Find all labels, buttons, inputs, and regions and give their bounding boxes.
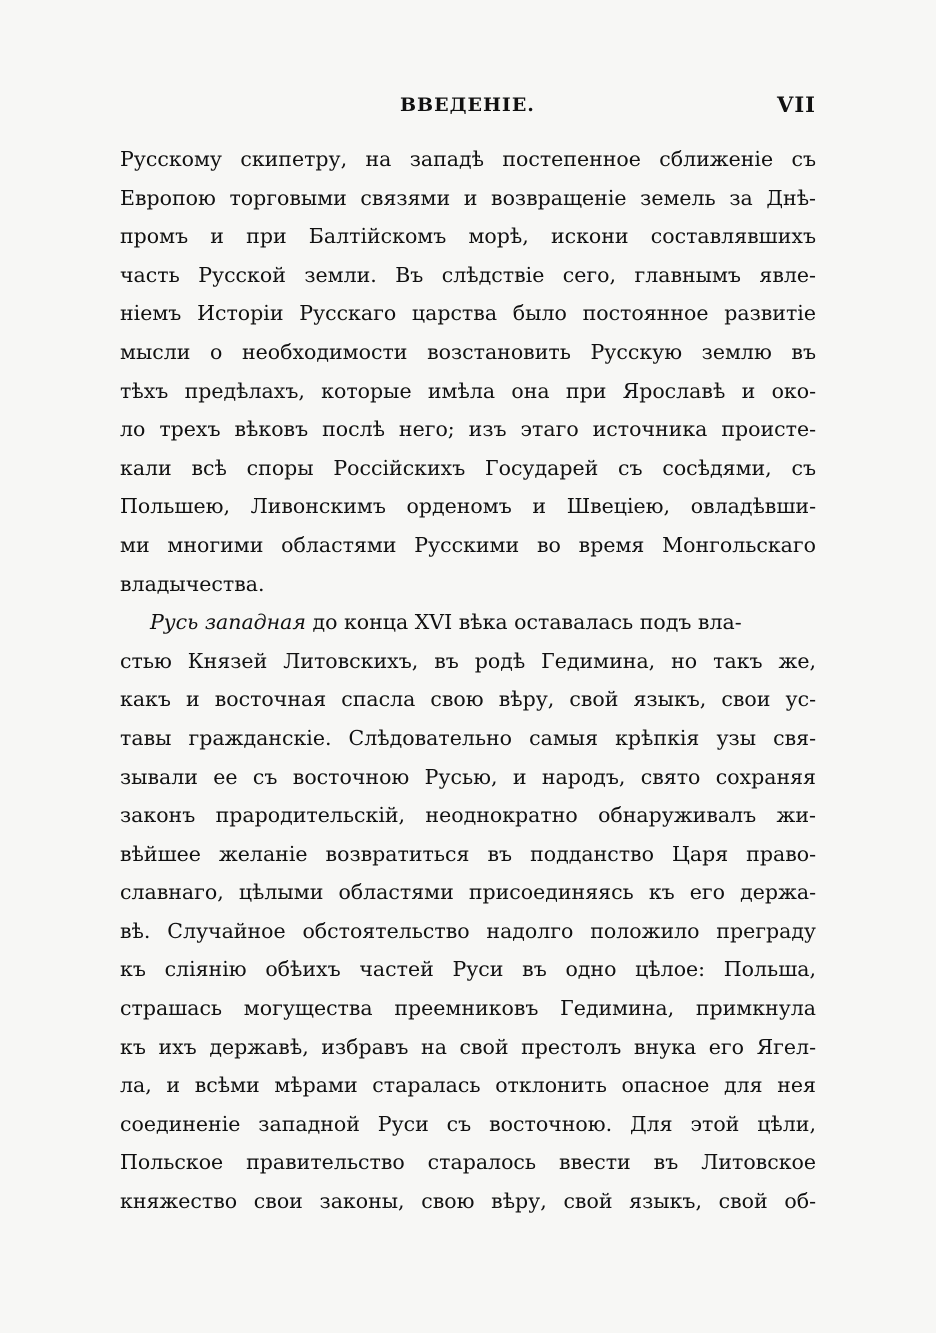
text-line: владычества. — [120, 571, 265, 596]
italic-term: Русь западная — [150, 610, 306, 635]
text-line: ми многими областями Русскими во время Монгольскаго — [120, 532, 816, 557]
text-line: мысли о необходимости возстановить Русскую землю въ — [120, 339, 816, 364]
text-line: страшась могущества преемниковъ Гедимина, примкнула — [120, 996, 816, 1021]
text-line: законъ прародительскій, неоднократно обнаруживалъ жи- — [120, 803, 816, 828]
running-head: ВВЕДЕНІЕ. — [400, 94, 535, 116]
text-line: ла, и всѣми мѣрами старалась отклонить опасное для нея — [120, 1073, 816, 1098]
page-number: VII — [777, 92, 816, 117]
text-line: промъ и при Балтійскомъ морѣ, искони составлявшихъ — [120, 224, 816, 249]
text-line: къ сліянію обѣихъ частей Руси въ одно цѣлое: Польша, — [120, 957, 816, 982]
first-line-rest: до конца XVI вѣка оставалась подъ вла- — [305, 610, 742, 635]
text-line: стью Князей Литовскихъ, въ родѣ Гедимина, но такъ же, — [120, 648, 816, 673]
paragraph-2 — [120, 603, 816, 1221]
page-header — [120, 92, 816, 126]
text-line: къ ихъ державѣ, избравъ на свой престолъ внука его Ягел- — [120, 1034, 816, 1059]
text-line: вѣ. Случайное обстоятельство надолго положило преграду — [120, 918, 816, 943]
text-line: Русскому скипетру, на западѣ постепенное сближеніе съ — [120, 147, 816, 171]
text-line: ло трехъ вѣковъ послѣ него; изъ этаго источника происте- — [120, 417, 816, 442]
text-line: Польшею, Ливонскимъ орденомъ и Швеціею, овладѣвши- — [120, 494, 816, 519]
text-line: княжество свои законы, свою вѣру, свой языкъ, свой об- — [120, 1189, 816, 1214]
text-line: какъ и восточная спасла свою вѣру, свой языкъ, свои ус- — [120, 687, 816, 712]
text-line: вѣйшее желаніе возвратиться въ подданство Царя право- — [120, 841, 816, 866]
text-line: Европою торговыми связями и возвращеніе земель за Днѣ- — [120, 185, 816, 210]
text-line: тѣхъ предѣлахъ, которые имѣла она при Ярославѣ и око- — [120, 378, 816, 403]
text-line: соединеніе западной Руси съ восточною. Для этой цѣли, — [120, 1111, 816, 1136]
text-line: Польское правительство старалось ввести въ Литовское — [120, 1150, 816, 1175]
text-line: зывали ее съ восточною Русью, и народъ, свято сохраняя — [120, 764, 816, 789]
text-line: кали всѣ споры Россійскихъ Государей съ сосѣдями, съ — [120, 455, 816, 480]
text-line: тавы гражданскіе. Слѣдовательно самыя крѣпкія узы свя- — [120, 725, 816, 750]
text-line: часть Русской земли. Въ слѣдствіе сего, главнымъ явле- — [120, 262, 816, 287]
text-line: славнаго, цѣлыми областями присоединяясь къ его держа- — [120, 880, 816, 905]
text-line: ніемъ Исторіи Русскаго царства было постоянное развитіе — [120, 301, 816, 326]
body-text — [120, 140, 816, 1221]
paragraph-1 — [120, 140, 816, 603]
paragraph-first-line — [120, 603, 816, 642]
